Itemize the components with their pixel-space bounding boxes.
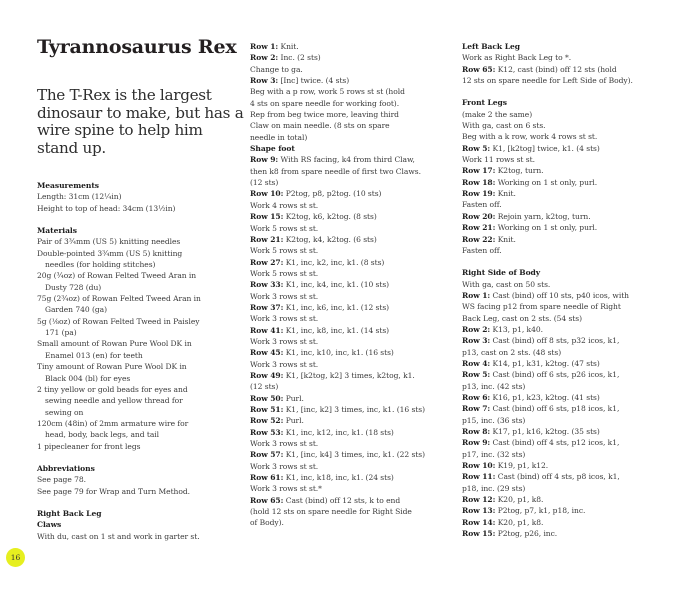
material-item: sewing needle and yellow thread for — [45, 396, 183, 406]
instruction-line: Row 4: K14, p1, k31, k2tog. (47 sts) — [462, 358, 600, 368]
instruction-line: With ga, cast on 50 sts. — [462, 279, 551, 289]
instruction-line: Row 61: K1, inc, k18, inc, k1. (24 sts) — [250, 473, 394, 483]
front-legs-instructions — [462, 109, 677, 256]
page-title: Tyrannosaurus Rex — [37, 36, 237, 58]
instruction-line: (12 sts) — [250, 382, 279, 392]
row-label: Row 5: — [462, 143, 491, 153]
material-item: Garden 740 (ga) — [45, 305, 107, 315]
materials-list — [37, 236, 242, 452]
instruction-line: Row 27: K1, inc, k2, inc, k1. (8 sts) — [250, 257, 385, 267]
instruction-line: Back Leg, cast on 2 sts. (54 sts) — [462, 313, 582, 323]
row-label: Row 2: — [250, 53, 279, 63]
row-label: Shape foot — [250, 144, 295, 154]
right-side-body-heading: Right Side of Body — [462, 268, 541, 278]
instruction-line: Row 51: K1, [inc, k2] 3 times, inc, k1. (16 sts) — [250, 405, 426, 414]
instruction-line: (12 sts) — [250, 178, 279, 188]
material-item: Small amount of Rowan Pure Wool DK in — [37, 339, 192, 349]
row-label: Row 49: — [250, 370, 284, 380]
material-item: 20g (¾oz) of Rowan Felted Tweed Aran in — [37, 271, 197, 281]
column-materials — [37, 180, 242, 542]
left-back-leg-heading: Left Back Leg — [462, 42, 520, 51]
instruction-line: Row 17: K2tog, turn. — [462, 166, 544, 176]
claws-text: With du, cast on 1 st and work in garter st. — [37, 531, 200, 541]
instruction-line: Row 8: K17, p1, k16, k2tog. (35 sts) — [462, 427, 600, 436]
row-label: Row 3: — [250, 76, 279, 86]
measurement-height: Height to top of head: 34cm (13½in) — [37, 203, 176, 213]
instruction-line: Row 3: Cast (bind) off 8 sts, p32 icos, k1, — [462, 336, 620, 346]
instruction-line: Row 52: Purl. — [250, 416, 304, 426]
left-back-leg-instructions — [462, 52, 677, 86]
row-label: Row 20: — [462, 211, 496, 221]
measurement-length: Length: 31cm (12¼in) — [37, 192, 122, 202]
instruction-line: Row 1: Knit. — [250, 42, 299, 51]
row-label: Row 14: — [462, 517, 496, 527]
row-label: Row 18: — [462, 177, 496, 187]
instruction-line: Row 6: K16, p1, k23, k2tog. (41 sts) — [462, 392, 600, 402]
instruction-line: Claw on main needle. (8 sts on spare — [250, 121, 390, 131]
right-side-body-instructions — [462, 279, 677, 540]
instruction-line: Row 10: P2tog, p8, p2tog. (10 sts) — [250, 189, 382, 199]
row-label: Row 57: — [250, 450, 284, 460]
material-item: 75g (2¾oz) of Rowan Felted Tweed Aran in — [37, 294, 201, 304]
instruction-line: Row 21: K2tog, k4, k2tog. (6 sts) — [250, 234, 377, 244]
instruction-line: Row 65: Cast (bind) off 12 sts, k to end — [250, 495, 401, 505]
material-item: Pair of 3¾mm (US 5) knitting needles — [37, 237, 181, 247]
instruction-line: Row 14: K20, p1, k8. — [462, 517, 544, 527]
row-label: Row 21: — [462, 223, 496, 233]
row-label: Row 17: — [462, 166, 496, 176]
material-item: 1 pipecleaner for front legs — [37, 441, 141, 451]
row-label: Row 3: — [462, 336, 491, 346]
instruction-line: p15, inc. (36 sts) — [462, 415, 526, 425]
abbreviation-item: See page 79 for Wrap and Turn Method. — [37, 486, 190, 496]
instruction-line: Row 1: Cast (bind) off 10 sts, p40 icos, with — [462, 290, 629, 300]
instruction-line: Row 37: K1, inc, k6, inc, k1. (12 sts) — [250, 302, 390, 312]
instruction-line: Row 18: Working on 1 st only, purl. — [462, 177, 598, 187]
instruction-line: Row 22: Knit. — [462, 234, 516, 244]
row-label: Row 9: — [462, 438, 491, 448]
material-item: Dusty 728 (du) — [45, 282, 102, 292]
row-label: Row 33: — [250, 280, 284, 290]
material-item: needles (for holding stitches) — [45, 260, 156, 270]
instruction-line: With ga, cast on 6 sts. — [462, 121, 546, 131]
abbreviations-heading: Abbreviations — [37, 463, 95, 473]
instruction-line: Row 15: P2tog, p26, inc. — [462, 529, 558, 539]
instruction-line: Row 13: P2tog, p7, k1, p18, inc. — [462, 506, 586, 516]
page-number-badge: 16 — [6, 548, 25, 567]
instruction-line: Work 3 rows st st. — [250, 461, 319, 471]
instruction-line: Work 11 rows st st. — [462, 155, 535, 165]
material-item: 120cm (48in) of 2mm armature wire for — [37, 418, 189, 428]
column-legs-body — [462, 41, 677, 539]
materials-heading: Materials — [37, 226, 77, 236]
row-label: Row 65: — [250, 495, 284, 505]
material-item: 171 (pa) — [45, 328, 77, 338]
front-legs-heading: Front Legs — [462, 98, 507, 108]
instruction-line: Rep from beg twice more, leaving third — [250, 110, 399, 120]
instruction-line: Row 20: Rejoin yarn, k2tog, turn. — [462, 211, 591, 221]
instruction-line: Work 5 rows st st. — [250, 268, 319, 278]
instruction-line: Row 57: K1, [inc, k4] 3 times, inc, k1. (22 sts) — [250, 450, 426, 460]
instruction-line: Work 3 rows st st. — [250, 291, 319, 301]
instruction-line: Row 2: K13, p1, k40. — [462, 324, 543, 334]
column-right-back-leg — [250, 41, 450, 529]
row-label: Row 15: — [462, 529, 496, 539]
material-item: head, body, back legs, and tail — [45, 430, 160, 440]
instruction-line: Row 5: Cast (bind) off 6 sts, p26 icos, k1, — [462, 370, 620, 380]
row-label: Row 22: — [462, 234, 496, 244]
right-back-leg-instructions — [250, 41, 450, 529]
row-label: Row 4: — [462, 358, 491, 368]
row-label: Row 52: — [250, 416, 284, 426]
right-back-leg-heading: Right Back Leg — [37, 508, 102, 518]
instruction-line: Row 11: Cast (bind) off 4 sts, p8 icos, k1, — [462, 472, 620, 482]
instruction-line: p13, cast on 2 sts. (48 sts) — [462, 347, 562, 357]
instruction-line: needle in total) — [250, 132, 308, 142]
instruction-line: Row 15: K2tog, k6, k2tog. (8 sts) — [250, 212, 377, 222]
instruction-line: Row 33: K1, inc, k4, inc, k1. (10 sts) — [250, 280, 390, 290]
instruction-line — [250, 143, 450, 154]
instruction-line: Work 5 rows st st. — [250, 246, 319, 256]
instruction-line: p13, inc. (42 sts) — [462, 381, 526, 391]
instruction-line: Work 3 rows st st. — [250, 336, 319, 346]
instruction-line: Fasten off. — [462, 245, 502, 255]
row-label: Row 2: — [462, 324, 491, 334]
abbreviation-item: See page 78. — [37, 475, 86, 485]
instruction-line: of Body). — [250, 518, 284, 528]
row-label: Row 21: — [250, 234, 284, 244]
row-label: Row 41: — [250, 325, 284, 335]
intro-text: The T-Rex is the largest dinosaur to make, but has a wire spine to help him stand up. — [37, 86, 244, 157]
instruction-line: Row 2: Inc. (2 sts) — [250, 53, 321, 63]
measurements-heading: Measurements — [37, 181, 99, 190]
instruction-line: (make 2 the same) — [462, 109, 533, 119]
instruction-line: Work as Right Back Leg to *. — [462, 53, 572, 63]
instruction-line: Change to ga. — [250, 64, 303, 74]
material-item: 2 tiny yellow or gold beads for eyes and — [37, 384, 188, 394]
instruction-line: Row 10: K19, p1, k12. — [462, 461, 549, 471]
instruction-line: Row 65: K12, cast (bind) off 12 sts (hold — [462, 64, 617, 74]
row-label: Row 45: — [250, 348, 284, 358]
row-label: Row 10: — [462, 461, 496, 471]
instruction-line: Row 7: Cast (bind) off 6 sts, p18 icos, k1, — [462, 404, 620, 414]
instruction-line: then k8 from spare needle of first two Claws. — [250, 166, 421, 176]
material-item: Enamel 013 (en) for teeth — [45, 350, 143, 360]
instruction-line: Row 53: K1, inc, k12, inc, k1. (18 sts) — [250, 427, 394, 437]
row-label: Row 10: — [250, 189, 284, 199]
row-label: Row 13: — [462, 506, 496, 516]
instruction-line: Work 5 rows st st. — [250, 223, 319, 233]
instruction-line: p18, inc. (29 sts) — [462, 483, 526, 493]
row-label: Row 8: — [462, 427, 491, 436]
row-label: Row 6: — [462, 392, 491, 402]
instruction-line: (hold 12 sts on spare needle for Right Side — [250, 507, 412, 517]
row-label: Row 1: — [250, 42, 279, 51]
row-label: Row 50: — [250, 393, 284, 403]
row-label: Row 53: — [250, 427, 284, 437]
instruction-line: Work 3 rows st st. — [250, 359, 319, 369]
claws-heading: Claws — [37, 520, 62, 530]
row-label: Row 37: — [250, 302, 284, 312]
instruction-line: Beg with a k row, work 4 rows st st. — [462, 132, 598, 142]
row-label: Row 12: — [462, 495, 496, 505]
material-item: Double-pointed 3¾mm (US 5) knitting — [37, 248, 183, 258]
instruction-line: Row 21: Working on 1 st only, purl. — [462, 223, 598, 233]
instruction-line: Work 3 rows st st. — [250, 314, 319, 324]
instruction-line: Row 3: [Inc] twice. (4 sts) — [250, 76, 350, 86]
row-label: Row 11: — [462, 472, 496, 482]
row-label: Row 19: — [462, 189, 496, 199]
instruction-line: Row 9: Cast (bind) off 4 sts, p12 icos, k1, — [462, 438, 620, 448]
row-label: Row 51: — [250, 405, 284, 414]
instruction-line: Work 3 rows st st.* — [250, 484, 322, 494]
instruction-line: Fasten off. — [462, 200, 502, 210]
material-item: Tiny amount of Rowan Pure Wool DK in — [37, 362, 187, 372]
instruction-line: Beg with a p row, work 5 rows st st (hold — [250, 87, 405, 97]
row-label: Row 9: — [250, 155, 279, 165]
row-label: Row 5: — [462, 370, 491, 380]
instruction-line: Row 49: K1, [k2tog, k2] 3 times, k2tog, k1. — [250, 370, 415, 380]
material-item: Black 004 (bl) for eyes — [45, 373, 131, 383]
material-item: sewing on — [45, 407, 84, 417]
row-label: Row 7: — [462, 404, 491, 414]
instruction-line: 12 sts on spare needle for Left Side of Body). — [462, 76, 633, 86]
row-label: Row 61: — [250, 473, 284, 483]
instruction-line: 4 sts on spare needle for working foot). — [250, 98, 400, 108]
instruction-line: Row 9: With RS facing, k4 from third Claw, — [250, 155, 415, 165]
row-label: Row 27: — [250, 257, 284, 267]
instruction-line: WS facing p12 from spare needle of Right — [462, 302, 621, 312]
instruction-line: Row 12: K20, p1, k8. — [462, 495, 544, 505]
material-item: 5g (⅛oz) of Rowan Felted Tweed in Paisley — [37, 316, 200, 326]
row-label: Row 1: — [462, 290, 491, 300]
instruction-line: Work 3 rows st st. — [250, 439, 319, 449]
instruction-line: Row 19: Knit. — [462, 189, 516, 199]
row-label: Row 65: — [462, 64, 496, 74]
instruction-line: Row 5: K1, [k2tog] twice, k1. (4 sts) — [462, 143, 600, 153]
row-label: Row 15: — [250, 212, 284, 222]
instruction-line: Work 4 rows st st. — [250, 200, 319, 210]
instruction-line: p17, inc. (32 sts) — [462, 449, 526, 459]
instruction-line: Row 41: K1, inc, k8, inc, k1. (14 sts) — [250, 325, 390, 335]
instruction-line: Row 45: K1, inc, k10, inc, k1. (16 sts) — [250, 348, 394, 358]
instruction-line: Row 50: Purl. — [250, 393, 304, 403]
